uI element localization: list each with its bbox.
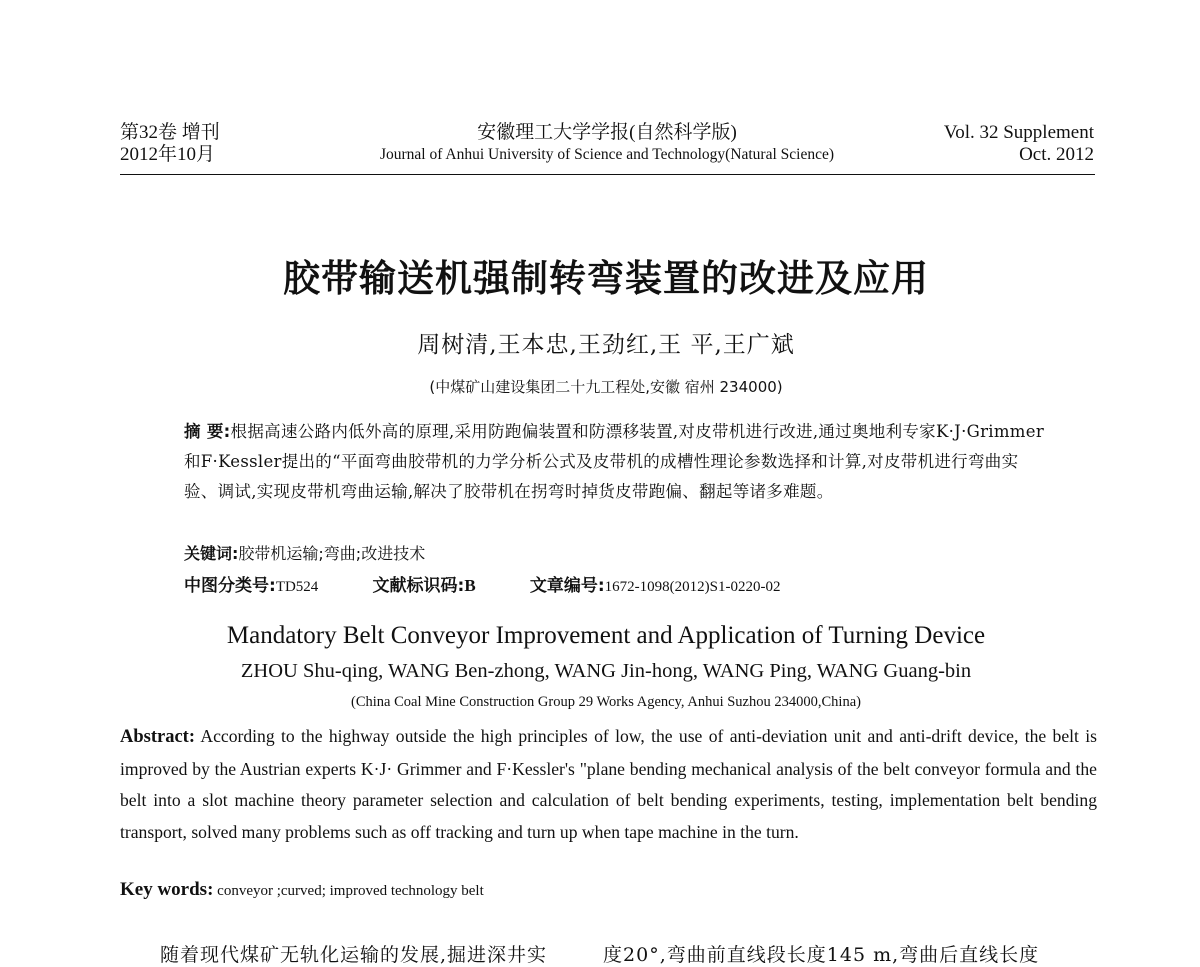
authors-zh: 周树清,王本忠,王劲红,王 平,王广斌 <box>417 332 795 358</box>
class-number-label: 中图分类号: <box>184 576 276 596</box>
keywords-en <box>120 879 484 901</box>
affiliation-en: (China Coal Mine Construction Group 29 Works Agency, Anhui Suzhou 234000,China) <box>351 694 861 710</box>
volume-issue: 第32卷 增刊 <box>120 122 220 143</box>
abstract-en-text: According to the highway outside the high principles of low, the use of anti-deviation unit and anti-drift device, the belt is improved by the Austrian experts K·J· Grimmer and F·Kessler's "plane bending mechanical analysis of the belt conveyor formula and the belt into a slot machine theory parameter selection and calculation of belt bending experiments, testing, implementation belt bending transport, solved many problems such as off tracking and turn up when tape machine in the turn. <box>120 726 1097 842</box>
authors-en: ZHOU Shu-qing, WANG Ben-zhong, WANG Jin-hong, WANG Ping, WANG Guang-bin <box>240 660 972 682</box>
abstract-zh <box>184 417 1044 507</box>
doc-code-label: 文献标识码: <box>372 576 465 596</box>
running-header-left <box>120 122 220 166</box>
running-header-journal <box>340 122 874 166</box>
body-text-right-column: 度20°,弯曲前直线段长度145 m,弯曲后直线长度 <box>603 944 1040 966</box>
body-text-left-column: 随着现代煤矿无轨化运输的发展,掘进深井实 <box>160 944 548 966</box>
publication-date: 2012年10月 <box>120 144 216 165</box>
abstract-en <box>120 721 1097 848</box>
keywords-zh-text: 胶带机运输;弯曲;改进技术 <box>238 544 426 563</box>
publication-date-en: Oct. 2012 <box>1019 144 1094 165</box>
running-header-right <box>944 122 1094 166</box>
abstract-zh-text: 根据高速公路内低外高的原理,采用防跑偏装置和防漂移装置,对皮带机进行改进,通过奥地利专家K·J·Grimmer和F·Kessler提出的“平面弯曲胶带机的力学分析公式及皮带机的成槽性理论参数选择和计算,对皮带机进行弯曲实验、调试,实现皮带机弯曲运输,解决了胶带机在拐弯时掉货皮带跑偏、翻起等诸多难题。 <box>184 422 1045 501</box>
doc-code-value: B <box>464 576 476 595</box>
article-number-label: 文章编号: <box>529 576 605 596</box>
volume-supplement: Vol. 32 Supplement <box>943 122 1094 143</box>
keywords-en-text: conveyor ;curved; improved technology belt <box>217 883 484 899</box>
affiliation-zh: (中煤矿山建设集团二十九工程处,安徽 宿州 234000) <box>429 378 783 396</box>
header-rule <box>120 174 1095 175</box>
article-number-value: 1672-1098(2012)S1-0220-02 <box>604 579 781 595</box>
paper-title-en: Mandatory Belt Conveyor Improvement and Application of Turning Device <box>226 622 986 649</box>
abstract-zh-label: 摘 要: <box>184 422 231 441</box>
journal-name-zh: 安徽理工大学学报(自然科学版) <box>477 122 737 143</box>
keywords-en-label: Key words: <box>120 879 214 900</box>
class-number-value: TD524 <box>275 579 319 595</box>
classification-line <box>184 571 780 596</box>
body-text-first-line <box>160 940 1039 967</box>
keywords-zh <box>184 541 425 564</box>
paper-title-zh: 胶带输送机强制转弯装置的改进及应用 <box>283 256 929 300</box>
journal-name-en: Journal of Anhui University of Science and Technology(Natural Science) <box>379 146 835 163</box>
keywords-zh-label: 关键词: <box>184 544 239 563</box>
abstract-en-label: Abstract: <box>120 727 196 747</box>
